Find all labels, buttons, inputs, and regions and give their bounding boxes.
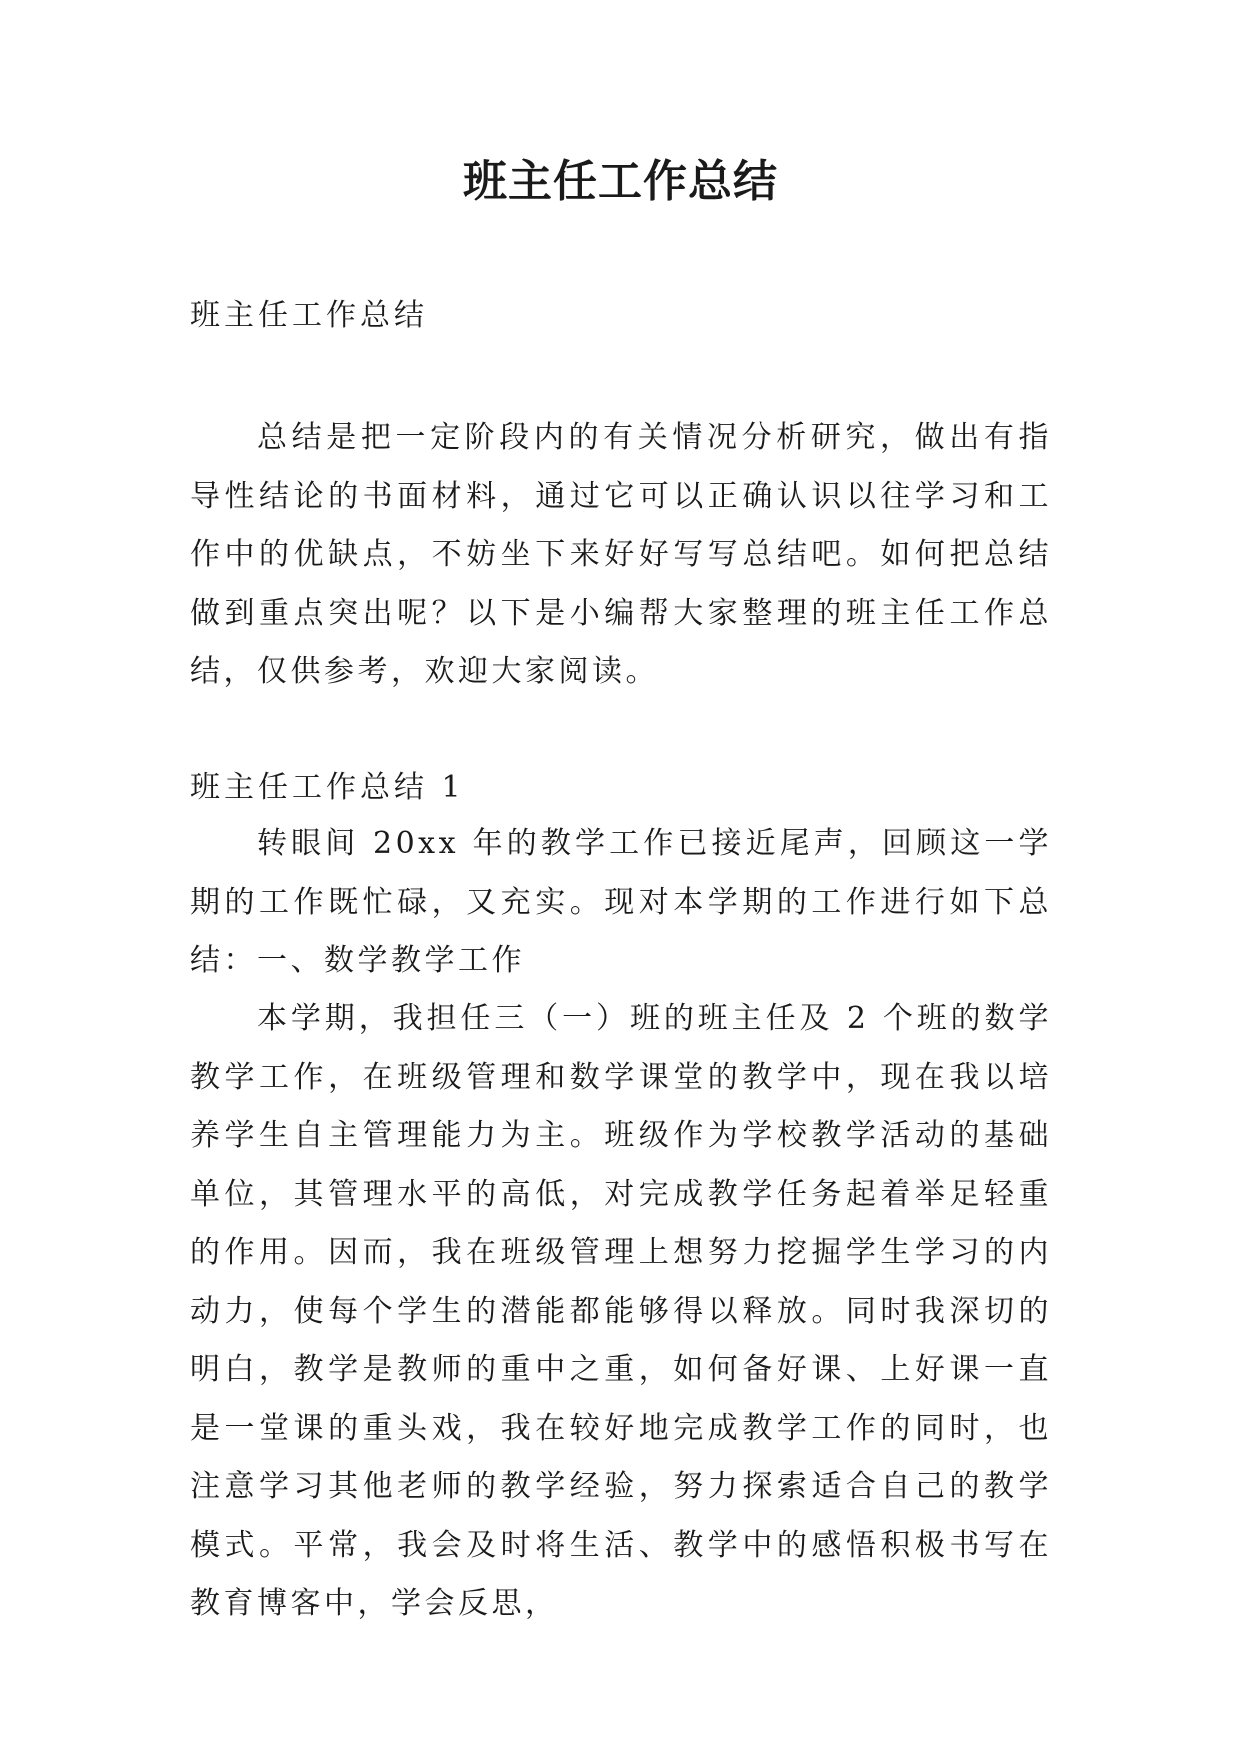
body-paragraph: 转眼间 20xx 年的教学工作已接近尾声，回顾这一学期的工作既忙碌，又充实。现对本学期的工作进行如下总结： — [190, 826, 1052, 978]
body-paragraph: 本学期，我担任三（一）班的班主任及 2 个班的数学教学工作，在班级管理和数学课堂的教学中，现在我以培养学生自主管理能力为主。班级作为学校教学活动的基础单位，其管理水平的高低，对完成教学任务起着举足轻重的作用。因而，我在班级管理上想努力挖掘学生学习的内动力，使每个学生的潜能都能够得以释放。同时我深切的明白，教学是教师的重中之重，如何备好课、上好课一直是一堂课的重头戏，我在较好地完成教学工作的同时，也注意学习其他老师的教学经验，努力探索适合自己的教学模式。平常，我会及时将生活、教学中的感悟积极书写在教育博客中，学会反思， — [190, 1001, 1052, 1621]
intro-paragraph: 总结是把一定阶段内的有关情况分析研究，做出有指导性结论的书面材料，通过它可以正确认识以往学习和工作中的优缺点，不妨坐下来好好写写总结吧。如何把总结做到重点突出呢？以下是小编帮大家整理的班主任工作总结，仅供参考，欢迎大家阅读。 — [190, 420, 1052, 689]
subsection-heading: 一、数学教学工作 — [257, 943, 525, 978]
document-subtitle: 班主任工作总结 — [190, 298, 428, 333]
document-title: 班主任工作总结 — [463, 156, 778, 207]
section-heading: 班主任工作总结 1 — [190, 770, 465, 805]
